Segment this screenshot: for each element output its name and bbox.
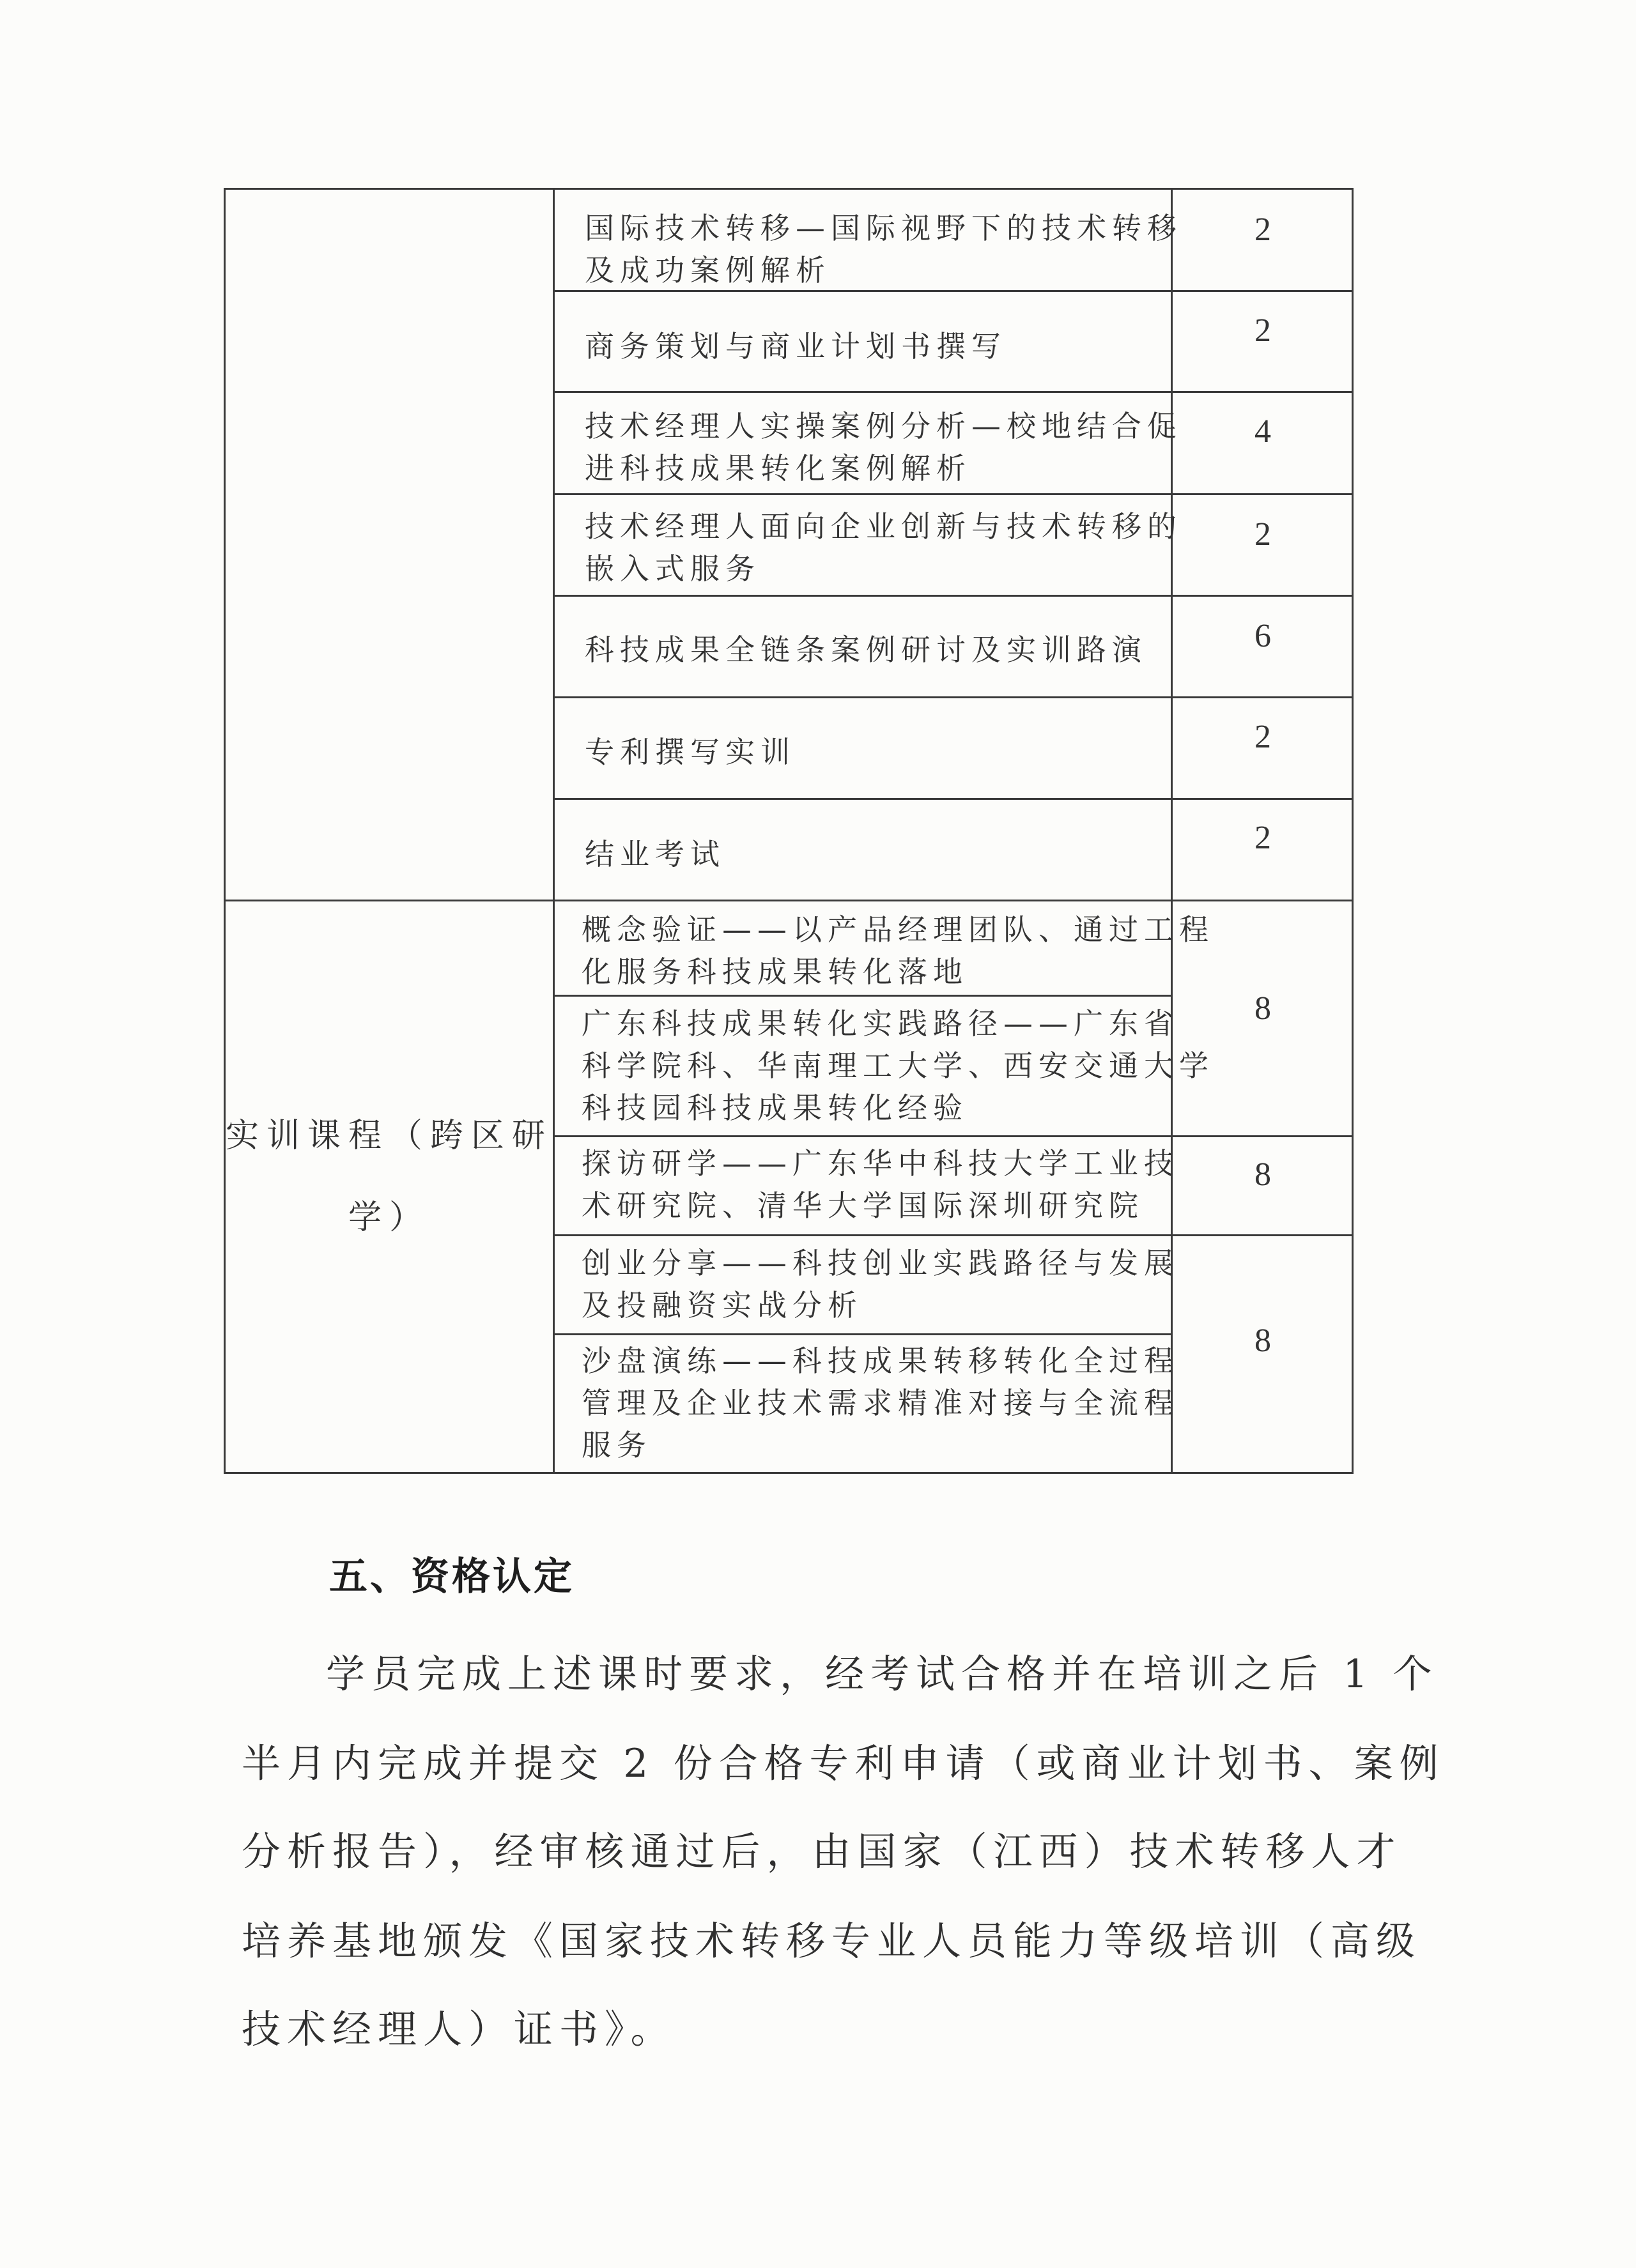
course-line: 广东科技成果转化实践路径——广东省: [582, 1006, 1179, 1041]
course-line: 进科技成果转化案例解析: [585, 451, 971, 486]
course-line: 及投融资实战分析: [582, 1288, 863, 1322]
row-divider: [553, 798, 1354, 800]
course-name: [582, 1142, 1179, 1227]
row-divider: [553, 493, 1354, 495]
course-hours: 2: [1254, 516, 1271, 553]
course-line: 探访研学——广东华中科技大学工业技: [582, 1146, 1179, 1181]
paragraph-line: 分析报告），经审核通过后，由国家（江西）技术转移人才: [242, 1829, 1402, 1874]
course-line: 技术经理人面向企业创新与技术转移的: [585, 509, 1182, 544]
course-line: 化服务科技成果转化落地: [582, 954, 968, 989]
course-hours: 6: [1254, 618, 1271, 654]
row-divider: [553, 1135, 1354, 1137]
course-hours: 2: [1254, 820, 1271, 856]
course-name: [585, 731, 796, 773]
course-line: 技术经理人实操案例分析—校地结合促: [585, 409, 1182, 443]
course-name: [582, 908, 1214, 993]
course-hours: 4: [1254, 413, 1271, 450]
row-divider: [553, 1333, 1171, 1335]
course-line: 科技成果全链条案例研讨及实训路演: [585, 632, 1147, 667]
course-line: 嵌入式服务: [585, 551, 760, 586]
row-divider: [553, 595, 1354, 597]
course-name: [585, 833, 725, 875]
course-hours: 2: [1254, 719, 1271, 755]
table-col-divider-1: [553, 188, 555, 1473]
course-line: 沙盘演练——科技成果转移转化全过程: [582, 1344, 1179, 1378]
course-line: 专利撰写实训: [585, 735, 796, 769]
section-heading: 五、资格认定: [329, 1554, 575, 1599]
row-divider: [553, 696, 1354, 698]
course-line: 及成功案例解析: [585, 253, 831, 287]
course-name: [585, 207, 1182, 291]
course-line: 管理及企业技术需求精准对接与全流程: [582, 1386, 1179, 1420]
course-table: [224, 188, 1354, 1473]
row-divider: [553, 391, 1354, 393]
course-name: [585, 405, 1182, 489]
course-line: 科技园科技成果转化经验: [582, 1091, 968, 1125]
row-divider: [553, 995, 1171, 997]
course-line: 概念验证——以产品经理团队、通过工程: [582, 912, 1214, 947]
course-line: 创业分享——科技创业实践路径与发展: [582, 1246, 1179, 1280]
course-hours: 8: [1254, 1156, 1271, 1193]
course-line: 商务策划与商业计划书撰写: [585, 329, 1007, 364]
category-label: [226, 1095, 553, 1259]
course-line: 国际技术转移—国际视野下的技术转移: [585, 211, 1182, 245]
course-hours: 2: [1254, 312, 1271, 349]
course-line: 科学院科、华南理工大学、西安交通大学: [582, 1048, 1214, 1083]
category-divider: [224, 900, 1354, 901]
course-name: [582, 1340, 1179, 1466]
paragraph-line: 学员完成上述课时要求，经考试合格并在培训之后 1 个: [326, 1651, 1439, 1697]
course-name: [585, 325, 1007, 367]
category-label-line: 实训课程（跨区研: [226, 1117, 553, 1155]
course-line: 服务: [582, 1428, 652, 1462]
course-hours: 8: [1254, 990, 1271, 1027]
course-hours: 2: [1254, 211, 1271, 248]
row-divider: [553, 1234, 1354, 1236]
course-line: 术研究院、清华大学国际深圳研究院: [582, 1188, 1144, 1223]
course-name: [585, 629, 1147, 671]
course-name: [582, 1002, 1214, 1129]
table-border-bottom: [224, 1472, 1354, 1474]
paragraph-line: 技术经理人）证书》。: [242, 2007, 676, 2052]
paragraph-line: 培养基地颁发《国家技术转移专业人员能力等级培训（高级: [242, 1919, 1422, 1964]
course-hours: 8: [1254, 1322, 1271, 1359]
course-line: 结业考试: [585, 837, 725, 871]
course-name: [585, 505, 1182, 590]
category-label-line: 学）: [348, 1199, 430, 1237]
table-border-top: [224, 188, 1354, 190]
table-border-left: [224, 188, 226, 1473]
course-name: [582, 1242, 1179, 1326]
paragraph-line: 半月内完成并提交 2 份合格专利申请（或商业计划书、案例: [242, 1741, 1445, 1786]
